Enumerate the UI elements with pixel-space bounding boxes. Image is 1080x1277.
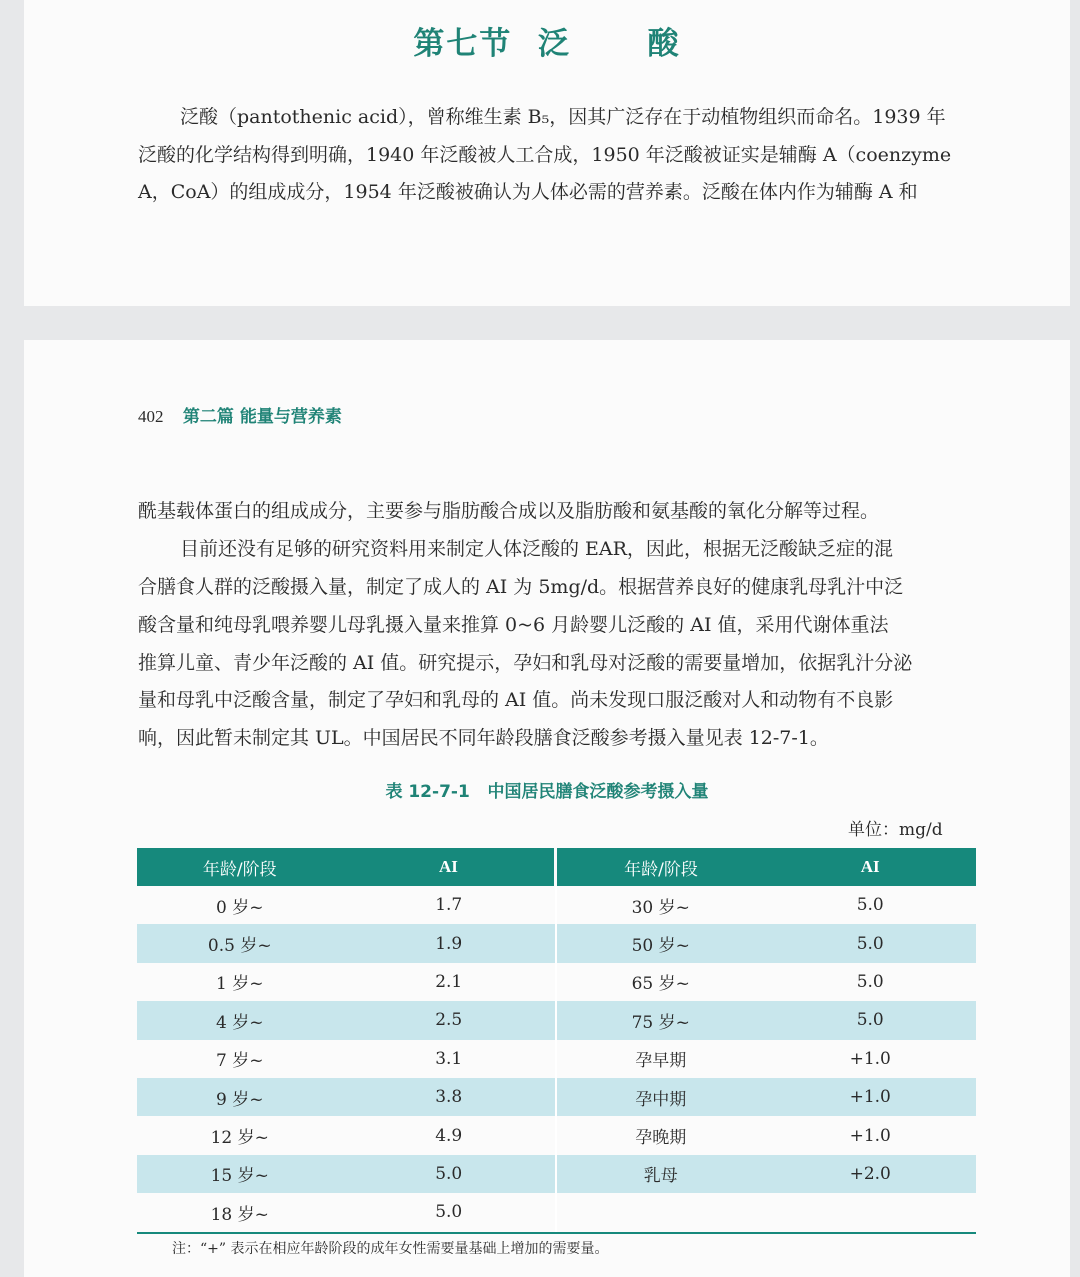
page-number: 402 bbox=[138, 407, 164, 426]
table-row bbox=[137, 1193, 976, 1232]
paragraph-line: A，CoA）的组成成分，1954 年泛酸被确认为人体必需的营养素。泛酸在体内作为辅酶 A 和 bbox=[138, 181, 918, 203]
cell-ai: 5.0 bbox=[343, 1193, 556, 1232]
paragraph-line: 酸含量和纯母乳喂养婴儿母乳摄入量来推算 0~6 月龄婴儿泛酸的 AI 值，采用代谢体重法 bbox=[138, 614, 889, 636]
cell-age: 12 岁~ bbox=[210, 1128, 269, 1149]
table-row bbox=[137, 1155, 976, 1193]
cell-ai bbox=[764, 1193, 976, 1232]
cell-ai: 5.0 bbox=[856, 971, 884, 992]
table-row bbox=[137, 1116, 976, 1154]
cell-age: 15 岁~ bbox=[137, 1155, 343, 1193]
table-row bbox=[137, 963, 976, 1001]
cell-ai: +1.0 bbox=[849, 1048, 891, 1069]
header-ai-right: AI bbox=[764, 848, 976, 886]
cell-age: 30 岁~ bbox=[631, 897, 690, 918]
cell-ai: 5.0 bbox=[343, 1155, 556, 1193]
cell-age: 孕中期 bbox=[556, 1078, 764, 1116]
table-caption: 表 12-7-1 中国居民膳食泛酸参考摄入量 bbox=[385, 782, 709, 802]
cell-age: 1 岁~ bbox=[216, 974, 264, 995]
paragraph-line: 量和母乳中泛酸含量，制定了孕妇和乳母的 AI 值。尚未发现口服泛酸对人和动物有不良影 bbox=[138, 689, 894, 711]
table-row bbox=[137, 1040, 976, 1078]
table-row bbox=[137, 924, 976, 962]
cell-age: 7 岁~ bbox=[216, 1051, 264, 1072]
cell-age: 9 岁~ bbox=[137, 1078, 343, 1116]
section-title: 第七节 泛 酸 bbox=[413, 26, 681, 62]
cell-age: 18 岁~ bbox=[137, 1193, 343, 1232]
paragraph-line: 推算儿童、青少年泛酸的 AI 值。研究提示，孕妇和乳母对泛酸的需要量增加，依据乳汁分泌 bbox=[138, 652, 913, 674]
cell-age: 65 岁~ bbox=[631, 974, 690, 995]
cell-ai: 5.0 bbox=[764, 924, 976, 962]
cell-age: 0 岁~ bbox=[216, 897, 264, 918]
cell-ai: +1.0 bbox=[764, 1078, 976, 1116]
table-row bbox=[137, 1001, 976, 1039]
cell-age: 75 岁~ bbox=[556, 1001, 764, 1039]
cell-age: 孕早期 bbox=[635, 1051, 687, 1072]
paragraph-line: 酰基载体蛋白的组成成分，主要参与脂肪酸合成以及脂肪酸和氨基酸的氧化分解等过程。 bbox=[138, 500, 880, 522]
cell-age bbox=[556, 1193, 764, 1232]
header-ai-left: AI bbox=[343, 848, 556, 886]
table-note: 注：“+” 表示在相应年龄阶段的成年女性需要量基础上增加的需要量。 bbox=[172, 1241, 609, 1257]
table-row bbox=[137, 886, 976, 924]
paragraph-line: 泛酸（pantothenic acid），曾称维生素 B₅，因其广泛存在于动植物组织而命名。1939 年 bbox=[180, 106, 946, 128]
intake-table bbox=[137, 848, 976, 1234]
cell-ai: 1.7 bbox=[343, 886, 556, 924]
cell-ai: 2.1 bbox=[343, 963, 556, 1001]
cell-ai: 5.0 bbox=[764, 1001, 976, 1039]
paragraph-line: 合膳食人群的泛酸摄入量，制定了成人的 AI 为 5mg/d。根据营养良好的健康乳母乳汁中泛 bbox=[138, 576, 904, 598]
cell-age: 4 岁~ bbox=[137, 1001, 343, 1039]
cell-ai: 4.9 bbox=[343, 1116, 556, 1154]
paragraph-line: 泛酸的化学结构得到明确，1940 年泛酸被人工合成，1950 年泛酸被证实是辅酶 A（coenzyme bbox=[138, 144, 952, 166]
paragraph-line: 响，因此暂未制定其 UL。中国居民不同年龄段膳食泛酸参考摄入量见表 12-7-1。 bbox=[138, 727, 829, 749]
header-age-right: 年龄/阶段 bbox=[556, 848, 764, 886]
table-row bbox=[137, 1078, 976, 1116]
cell-age: 孕晚期 bbox=[635, 1128, 687, 1149]
table-header-row bbox=[137, 848, 976, 886]
cell-age: 乳母 bbox=[556, 1155, 764, 1193]
cell-ai: 3.8 bbox=[343, 1078, 556, 1116]
cell-ai: 2.5 bbox=[343, 1001, 556, 1039]
cell-ai: 5.0 bbox=[856, 895, 884, 916]
cell-ai: 3.1 bbox=[343, 1040, 556, 1078]
cell-ai: 1.9 bbox=[343, 924, 556, 962]
paragraph-line: 目前还没有足够的研究资料用来制定人体泛酸的 EAR，因此，根据无泛酸缺乏症的混 bbox=[180, 538, 893, 560]
cell-ai: +2.0 bbox=[764, 1155, 976, 1193]
header-age-left: 年龄/阶段 bbox=[137, 848, 343, 886]
cell-ai: +1.0 bbox=[849, 1125, 891, 1146]
cell-age: 0.5 岁~ bbox=[137, 924, 343, 962]
cell-age: 50 岁~ bbox=[556, 924, 764, 962]
table-unit: 单位：mg/d bbox=[848, 820, 943, 840]
book-page-top bbox=[24, 0, 1070, 306]
book-page-bottom bbox=[24, 340, 1070, 1277]
running-header bbox=[138, 402, 342, 427]
part-title: 第二篇 能量与营养素 bbox=[182, 407, 342, 427]
